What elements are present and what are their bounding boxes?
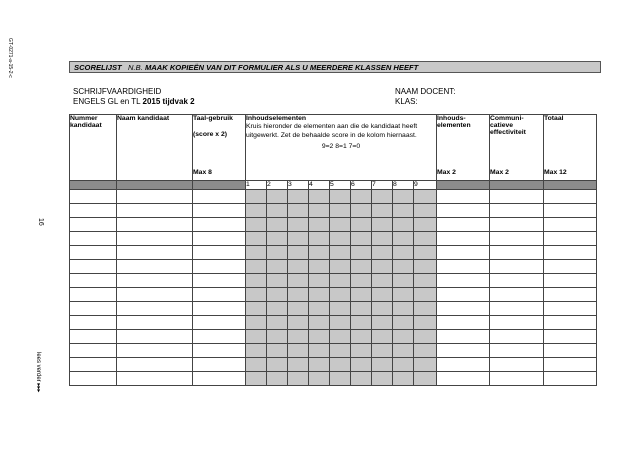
score-cell (288, 218, 309, 232)
score-cell (193, 330, 246, 344)
score-cell (351, 246, 372, 260)
score-cell (393, 232, 414, 246)
score-cell (544, 372, 597, 386)
score-cell (309, 372, 330, 386)
score-cell (544, 246, 597, 260)
score-cell (544, 218, 597, 232)
score-cell (372, 232, 393, 246)
score-cell (414, 372, 437, 386)
score-cell (309, 330, 330, 344)
score-cell (544, 302, 597, 316)
score-cell (437, 372, 490, 386)
score-cell (70, 316, 117, 330)
element-number: 8 (393, 181, 414, 190)
score-cell (490, 302, 544, 316)
score-cell (246, 246, 267, 260)
score-cell (490, 190, 544, 204)
element-number-row (70, 181, 597, 190)
score-cell (544, 260, 597, 274)
score-cell (351, 218, 372, 232)
score-cell (393, 316, 414, 330)
score-cell (490, 274, 544, 288)
score-cell (393, 358, 414, 372)
score-cell (288, 288, 309, 302)
score-cell (351, 358, 372, 372)
score-cell (267, 288, 288, 302)
score-cell (372, 288, 393, 302)
score-cell (117, 302, 193, 316)
score-cell (70, 204, 117, 218)
page-number: 16 (37, 218, 44, 226)
candidate-row (70, 372, 597, 386)
score-cell (414, 330, 437, 344)
score-cell (193, 274, 246, 288)
score-cell (414, 246, 437, 260)
score-cell (309, 218, 330, 232)
score-cell (288, 204, 309, 218)
score-cell (351, 344, 372, 358)
header-left (73, 87, 195, 107)
col-inhouds-elementen: Inhouds-elementen Max 2 (437, 115, 490, 181)
score-cell (393, 260, 414, 274)
score-cell (330, 190, 351, 204)
score-cell (117, 218, 193, 232)
score-cell (351, 330, 372, 344)
score-cell (70, 344, 117, 358)
score-cell (351, 372, 372, 386)
score-cell (246, 232, 267, 246)
candidate-row (70, 358, 597, 372)
candidate-row (70, 246, 597, 260)
score-cell (393, 274, 414, 288)
candidate-row (70, 344, 597, 358)
candidate-row (70, 274, 597, 288)
score-cell (330, 204, 351, 218)
score-cell (117, 274, 193, 288)
score-cell (267, 232, 288, 246)
score-cell (351, 302, 372, 316)
score-cell (351, 232, 372, 246)
title-banner (69, 61, 601, 73)
score-cell (246, 302, 267, 316)
score-cell (437, 246, 490, 260)
score-cell (288, 302, 309, 316)
score-cell (437, 190, 490, 204)
score-cell (117, 344, 193, 358)
score-cell (288, 344, 309, 358)
score-cell (393, 204, 414, 218)
candidate-row (70, 260, 597, 274)
score-cell (490, 218, 544, 232)
score-cell (117, 372, 193, 386)
candidate-row (70, 330, 597, 344)
score-cell (246, 330, 267, 344)
score-cell (267, 274, 288, 288)
score-cell (309, 302, 330, 316)
score-table (69, 114, 597, 386)
score-cell (437, 260, 490, 274)
score-cell (246, 190, 267, 204)
score-cell (330, 218, 351, 232)
element-number: 3 (288, 181, 309, 190)
score-cell (330, 302, 351, 316)
score-cell (437, 302, 490, 316)
score-cell (246, 288, 267, 302)
score-cell (117, 288, 193, 302)
score-cell (437, 344, 490, 358)
element-number: 6 (351, 181, 372, 190)
element-number: 7 (372, 181, 393, 190)
candidate-row (70, 232, 597, 246)
candidate-rows (70, 190, 597, 386)
score-cell (330, 274, 351, 288)
score-cell (193, 316, 246, 330)
class-label: KLAS: (395, 97, 418, 106)
score-cell (70, 260, 117, 274)
score-cell (288, 316, 309, 330)
score-cell (70, 330, 117, 344)
score-cell (437, 218, 490, 232)
col-communicatieve-effectiviteit: Communi-catieve effectiviteit Max 2 (490, 115, 544, 181)
score-cell (288, 358, 309, 372)
score-cell (117, 316, 193, 330)
col-taalgebruik: Taal-gebruik (score x 2) Max 8 (193, 115, 246, 181)
header-row (70, 115, 597, 181)
score-cell (193, 232, 246, 246)
score-cell (372, 246, 393, 260)
score-cell (351, 190, 372, 204)
score-cell (70, 232, 117, 246)
score-cell (544, 288, 597, 302)
element-number: 2 (267, 181, 288, 190)
score-cell (267, 260, 288, 274)
score-cell (490, 246, 544, 260)
element-number: 5 (330, 181, 351, 190)
score-cell (414, 316, 437, 330)
score-cell (70, 246, 117, 260)
score-cell (309, 260, 330, 274)
score-cell (372, 344, 393, 358)
score-cell (288, 246, 309, 260)
score-cell (544, 330, 597, 344)
col-nummer: Nummer kandidaat (70, 115, 117, 181)
score-cell (267, 330, 288, 344)
score-cell (193, 260, 246, 274)
score-cell (288, 372, 309, 386)
score-cell (246, 344, 267, 358)
score-cell (351, 260, 372, 274)
document-code: GT-0271-a-15-2-c (7, 38, 13, 78)
teacher-label: NAAM DOCENT: (395, 87, 456, 96)
score-cell (117, 358, 193, 372)
subject-label: SCHRIJFVAARDIGHEID (73, 87, 162, 96)
score-cell (544, 274, 597, 288)
candidate-row (70, 190, 597, 204)
score-cell (309, 316, 330, 330)
score-cell (267, 190, 288, 204)
score-cell (372, 190, 393, 204)
score-cell (351, 204, 372, 218)
score-cell (70, 288, 117, 302)
score-cell (193, 344, 246, 358)
score-cell (267, 316, 288, 330)
continue-note: lees verder ▸▸▸ (35, 352, 41, 393)
score-cell (267, 372, 288, 386)
score-cell (372, 204, 393, 218)
score-cell (267, 246, 288, 260)
score-cell (544, 344, 597, 358)
score-cell (490, 204, 544, 218)
score-cell (309, 274, 330, 288)
score-cell (414, 204, 437, 218)
score-cell (193, 246, 246, 260)
score-cell (372, 274, 393, 288)
candidate-row (70, 302, 597, 316)
score-cell (351, 288, 372, 302)
score-cell (544, 232, 597, 246)
score-cell (267, 358, 288, 372)
score-cell (246, 204, 267, 218)
score-cell (330, 358, 351, 372)
score-cell (393, 288, 414, 302)
banner-note: MAAK KOPIEËN VAN DIT FORMULIER ALS U MEERDERE KLASSEN HEEFT (144, 63, 419, 72)
score-cell (372, 330, 393, 344)
score-cell (193, 288, 246, 302)
score-cell (246, 358, 267, 372)
score-cell (372, 302, 393, 316)
score-cell (437, 288, 490, 302)
score-cell (414, 232, 437, 246)
score-cell (351, 316, 372, 330)
score-cell (414, 260, 437, 274)
score-cell (544, 204, 597, 218)
score-cell (309, 232, 330, 246)
score-cell (330, 330, 351, 344)
score-cell (372, 372, 393, 386)
score-cell (490, 288, 544, 302)
score-cell (193, 302, 246, 316)
score-cell (393, 190, 414, 204)
col-naam: Naam kandidaat (117, 115, 193, 181)
score-cell (437, 316, 490, 330)
score-cell (490, 260, 544, 274)
score-cell (267, 302, 288, 316)
exam-label: ENGELS GL en TL 2015 tijdvak 2 (73, 97, 195, 106)
score-cell (70, 218, 117, 232)
score-cell (490, 316, 544, 330)
score-cell (414, 218, 437, 232)
score-cell (267, 204, 288, 218)
score-cell (372, 260, 393, 274)
score-cell (490, 344, 544, 358)
banner-nb: N.B. (128, 63, 143, 72)
score-cell (393, 218, 414, 232)
score-cell (372, 218, 393, 232)
score-cell (490, 330, 544, 344)
score-cell (117, 246, 193, 260)
score-cell (193, 204, 246, 218)
score-cell (437, 274, 490, 288)
candidate-row (70, 288, 597, 302)
candidate-row (70, 218, 597, 232)
score-cell (414, 344, 437, 358)
score-cell (288, 232, 309, 246)
score-cell (372, 358, 393, 372)
score-cell (393, 372, 414, 386)
col-inhoudselementen: Inhoudselementen Kruis hieronder de elementen aan die de kandidaat heeft uitgewerkt. Zet de behaalde score in de kolom hiernaast. 9=2 8=1 7=0 (246, 115, 437, 181)
score-cell (70, 358, 117, 372)
candidate-row (70, 316, 597, 330)
score-cell (414, 190, 437, 204)
score-cell (246, 274, 267, 288)
score-cell (309, 288, 330, 302)
candidate-row (70, 204, 597, 218)
score-cell (437, 204, 490, 218)
score-cell (70, 302, 117, 316)
score-cell (70, 372, 117, 386)
score-cell (490, 232, 544, 246)
score-cell (490, 358, 544, 372)
score-cell (117, 330, 193, 344)
element-number: 4 (309, 181, 330, 190)
score-cell (437, 232, 490, 246)
score-cell (267, 344, 288, 358)
col-totaal: Totaal Max 12 (544, 115, 597, 181)
score-cell (544, 190, 597, 204)
score-cell (246, 260, 267, 274)
score-cell (490, 372, 544, 386)
score-cell (393, 344, 414, 358)
score-cell (70, 274, 117, 288)
score-cell (70, 190, 117, 204)
element-number: 1 (246, 181, 267, 190)
element-number: 9 (414, 181, 437, 190)
score-cell (267, 218, 288, 232)
score-cell (437, 330, 490, 344)
score-cell (117, 260, 193, 274)
score-cell (414, 358, 437, 372)
score-cell (351, 274, 372, 288)
score-cell (117, 204, 193, 218)
score-cell (330, 260, 351, 274)
score-cell (193, 218, 246, 232)
score-cell (288, 330, 309, 344)
score-cell (414, 302, 437, 316)
score-cell (309, 204, 330, 218)
score-cell (330, 344, 351, 358)
score-cell (117, 232, 193, 246)
score-cell (393, 330, 414, 344)
score-cell (544, 316, 597, 330)
score-cell (117, 190, 193, 204)
score-cell (309, 344, 330, 358)
score-cell (193, 372, 246, 386)
score-cell (193, 358, 246, 372)
score-cell (330, 246, 351, 260)
banner-title: SCORELIJST (74, 63, 122, 72)
score-cell (288, 190, 309, 204)
score-cell (246, 372, 267, 386)
score-cell (437, 358, 490, 372)
score-cell (330, 316, 351, 330)
score-cell (246, 218, 267, 232)
score-cell (544, 358, 597, 372)
score-cell (393, 246, 414, 260)
score-cell (246, 316, 267, 330)
score-cell (330, 232, 351, 246)
score-cell (372, 316, 393, 330)
score-cell (330, 288, 351, 302)
score-cell (288, 260, 309, 274)
score-cell (414, 288, 437, 302)
score-cell (288, 274, 309, 288)
score-cell (309, 246, 330, 260)
score-cell (414, 274, 437, 288)
score-cell (330, 372, 351, 386)
header-right (395, 87, 455, 107)
score-cell (393, 302, 414, 316)
score-cell (193, 190, 246, 204)
score-cell (309, 358, 330, 372)
score-cell (309, 190, 330, 204)
